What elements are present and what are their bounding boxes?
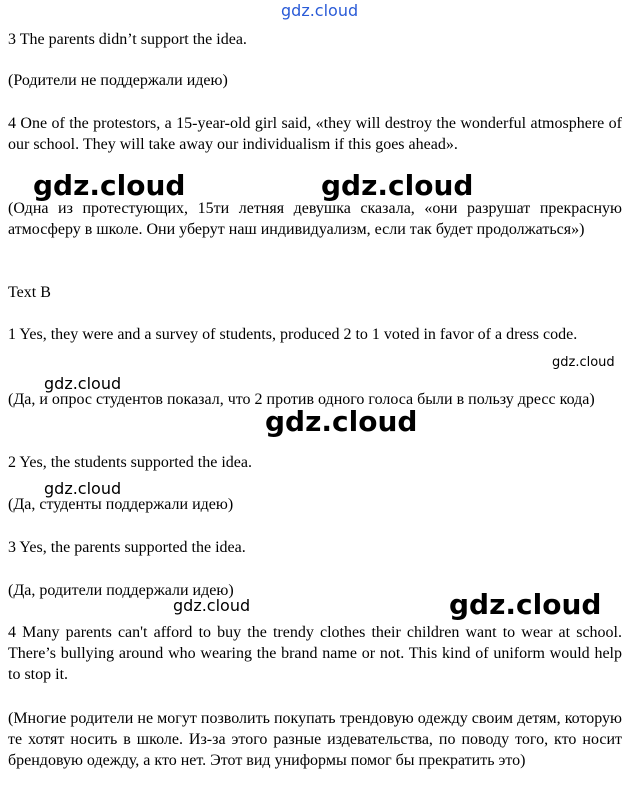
answer-b2-en: 2 Yes, the students supported the idea. (8, 454, 252, 471)
answer-b2-ru: (Да, студенты поддержали идею) (8, 496, 234, 513)
answer-b1-ru: (Да, и опрос студентов показал, что 2 против одного голоса были в пользу дресс кода) (8, 391, 595, 408)
answer-a3-en: 3 The parents didn’t support the idea. (8, 31, 247, 48)
answer-b1-en: 1 Yes, they were and a survey of students, produced 2 to 1 voted in favor of a dress code. (8, 326, 578, 343)
watermark: gdz.cloud (321, 169, 474, 202)
answer-a4-ru: (Одна из протестующих, 15ти летняя девушка сказала, «они разрушат прекрасную атмосферу в школе. Они уберут наш индивидуализм, если так будет продолжаться») (8, 200, 622, 238)
watermark: gdz.cloud (265, 405, 418, 438)
header-watermark[interactable]: gdz.cloud (281, 1, 359, 20)
watermark: gdz.cloud (33, 169, 186, 202)
answer-a4-en: 4 One of the protestors, a 15-year-old girl said, «they will destroy the wonderful atmosphere of our school. They will take away our individualism if this goes ahead». (8, 115, 622, 153)
watermark: gdz.cloud (552, 355, 615, 370)
answer-a3-ru: (Родители не поддержали идею) (8, 72, 228, 89)
answer-b4-en: 4 Many parents can't afford to buy the trendy clothes their children want to wear at school. There’s bullying around who wearing the brand name or not. This kind of uniform would help to stop it. (8, 624, 622, 683)
watermark: gdz.cloud (173, 596, 251, 615)
answer-b4-ru: (Многие родители не могут позволить покупать трендовую одежду своим детям, которую те хотят носить в школе. Из-за этого разные издевательства, по поводу того, кто носит брендовую одежду, а кто нет. Этот вид униформы помог бы прекратить это) (8, 710, 622, 769)
answer-b3-en: 3 Yes, the parents supported the idea. (8, 539, 246, 556)
section-heading-text-b: Text B (8, 284, 51, 301)
watermark: gdz.cloud (44, 374, 122, 393)
watermark: gdz.cloud (44, 479, 122, 498)
watermark: gdz.cloud (449, 588, 602, 621)
answer-b3-ru: (Да, родители поддержали идею) (8, 582, 234, 599)
